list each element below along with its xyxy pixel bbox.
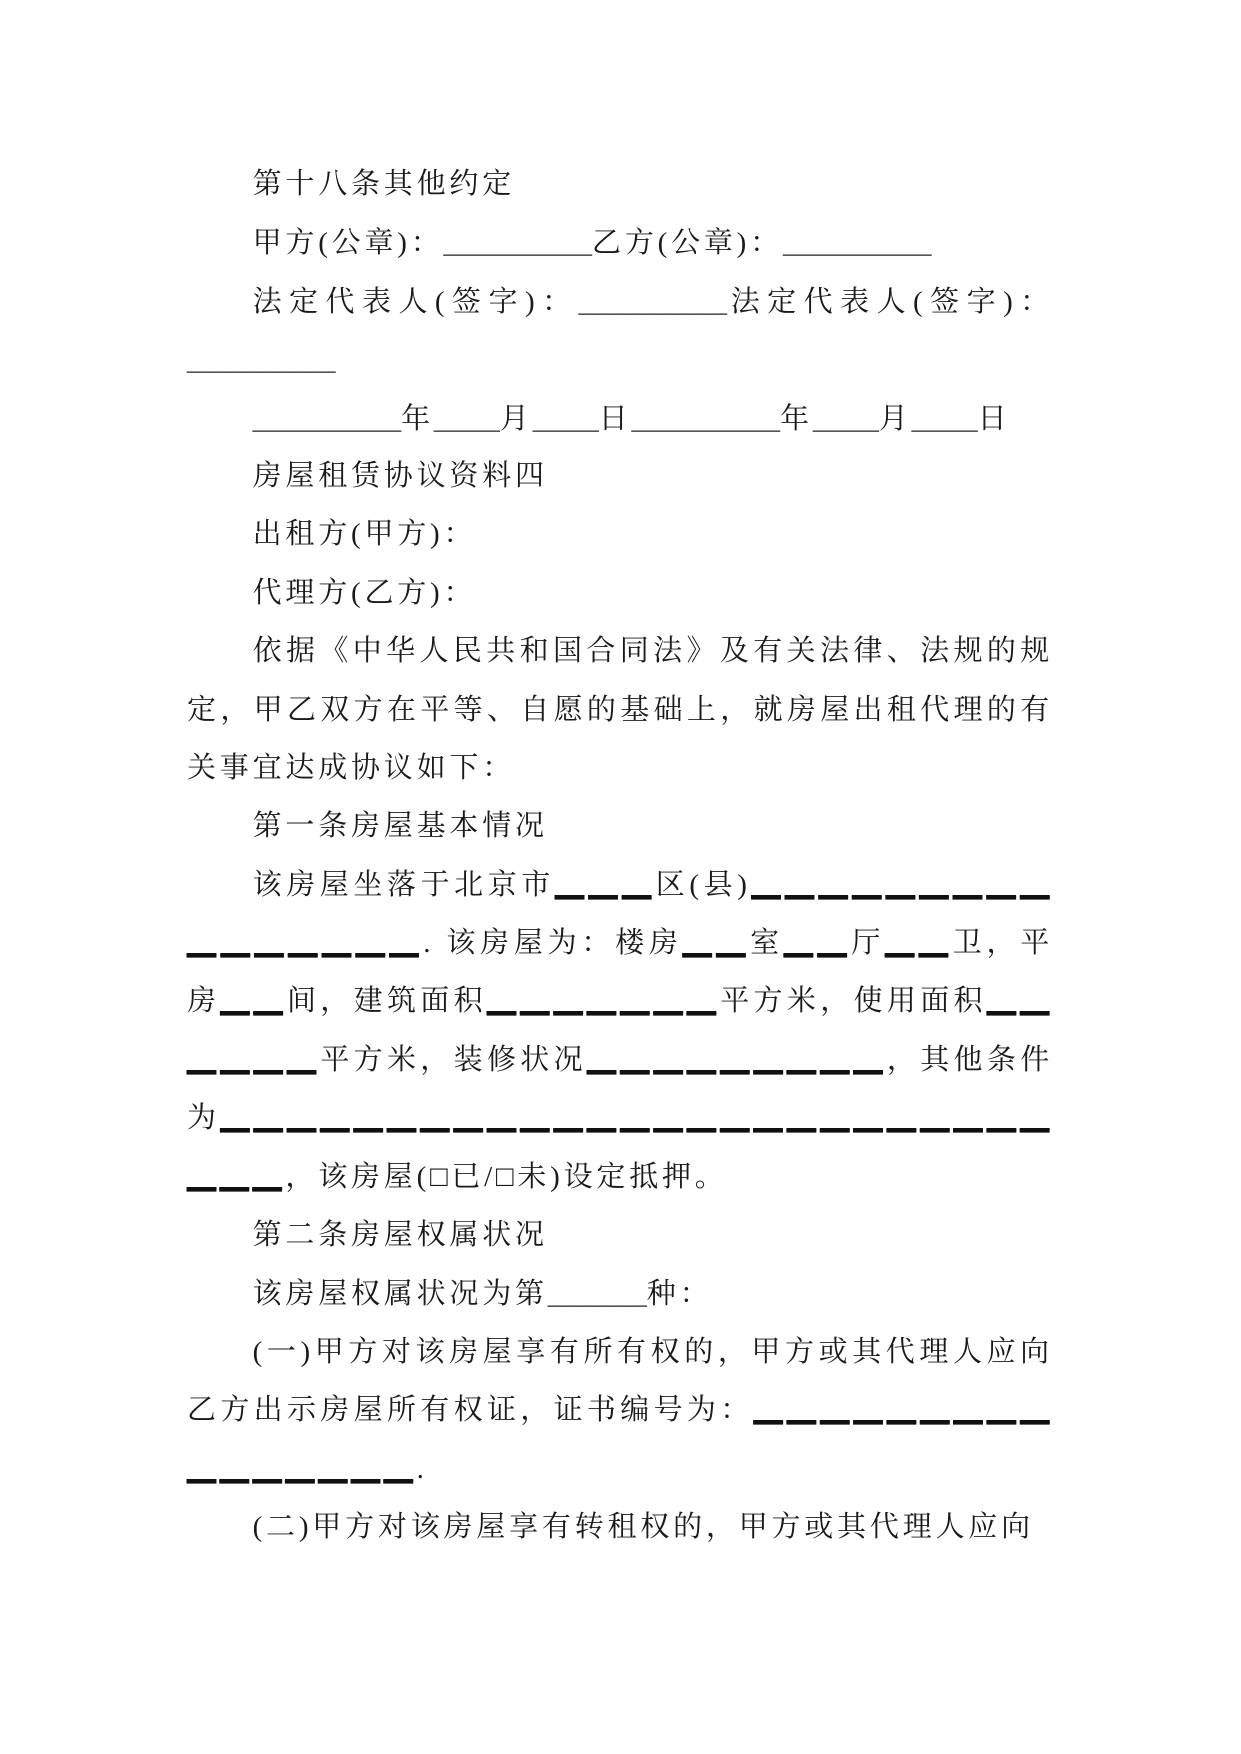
text-line: ＿＿＿＿＿＿＿. 该房屋为：楼房＿＿室＿＿厅＿＿卫，平 (187, 927, 1053, 960)
fill-in-blank: ____ (532, 399, 599, 436)
text-line: 为＿＿＿＿＿＿＿＿＿＿＿＿＿＿＿＿＿＿＿＿＿＿＿＿＿ (187, 1102, 1053, 1135)
fill-in-blank: _________ (631, 399, 781, 436)
text-line: (二)甲方对该房屋享有转租权的，甲方或其代理人应向 (252, 1510, 1034, 1543)
text-line: 出租方(甲方)： (252, 518, 477, 551)
clause-2-heading (187, 1206, 1053, 1264)
fill-in-blank: ＿＿＿ (554, 868, 656, 901)
fill-in-blank: ____ (911, 399, 978, 436)
text-line: 该房屋权属状况为第______种： (252, 1275, 713, 1312)
clause-1-body (187, 856, 1053, 1206)
ownership-option-2 (187, 1498, 1053, 1556)
fill-in-blank: ＿＿ (885, 927, 953, 960)
fill-in-blank: ____ (812, 399, 879, 436)
clause-18-heading (187, 155, 1053, 213)
text-line: ＿＿＿＿＿＿＿. (187, 1452, 428, 1485)
fill-in-blank: ＿＿＿＿＿＿＿ (187, 1452, 417, 1485)
text-line: 房屋租赁协议资料四 (252, 459, 548, 492)
text-line: ＿＿＿，该房屋(□已/□未)设定抵押。 (187, 1160, 728, 1193)
text-line: 法定代表人(签字)：_________法定代表人(签字)： (252, 282, 1053, 319)
text-line: 第十八条其他约定 (252, 168, 515, 200)
fill-in-blank: ＿＿＿＿＿＿＿＿＿ (753, 1394, 1053, 1427)
agreement-title (187, 447, 1053, 505)
text-line: 定，甲乙双方在平等、自愿的基础上，就房屋出租代理的有 (187, 693, 1053, 726)
text-line: 第二条房屋权属状况 (252, 1219, 548, 1252)
fill-in-blank: ＿＿＿＿＿＿＿＿＿＿＿＿＿＿＿＿＿＿＿＿＿＿＿＿＿ (220, 1102, 1053, 1135)
fill-in-blank: ＿＿ (682, 927, 751, 960)
legal-representative-signature-line (187, 272, 1053, 389)
text-line: 依据《中华人民共和国合同法》及有关法律、法规的规 (252, 635, 1053, 668)
text-line: 该房屋坐落于北京市＿＿＿区(县)＿＿＿＿＿＿＿＿＿ (252, 868, 1054, 901)
fill-in-blank: ＿＿ (986, 985, 1053, 1018)
fill-in-blank: _________ (782, 224, 932, 261)
fill-in-blank: _________ (252, 399, 402, 436)
fill-in-blank: _________ (443, 224, 593, 261)
text-line (187, 330, 1053, 388)
clause-1-heading (187, 797, 1053, 855)
fill-in-blank: ____ (433, 399, 500, 436)
agent-party-line (187, 564, 1053, 622)
fill-in-blank: ＿＿＿ (187, 1160, 286, 1193)
fill-in-blank: ______ (547, 1275, 647, 1312)
text-line: _________年____月____日_________年____月____日 (252, 399, 1011, 436)
party-seal-line (187, 213, 1053, 271)
text-line: 乙方出示房屋所有权证，证书编号为：＿＿＿＿＿＿＿＿＿ (187, 1394, 1053, 1427)
text-line: (一)甲方对该房屋享有所有权的，甲方或其代理人应向 (252, 1335, 1053, 1368)
fill-in-blank: ＿＿＿＿＿＿＿ (486, 985, 721, 1018)
text-line: 房＿＿间，建筑面积＿＿＿＿＿＿＿平方米，使用面积＿＿ (187, 985, 1053, 1018)
text-line: 甲方(公章)：_________乙方(公章)：_________ (252, 224, 932, 261)
text-line: 代理方(乙方)： (252, 576, 477, 609)
lessor-party-line (187, 505, 1053, 563)
ownership-option-1 (187, 1323, 1053, 1498)
ownership-type-line (187, 1264, 1053, 1322)
text-line: 第一条房屋基本情况 (252, 810, 548, 843)
fill-in-blank: _________ (578, 282, 728, 319)
fill-in-blank: ＿＿＿＿＿＿＿ (187, 927, 424, 960)
text-line: ＿＿＿＿平方米，装修状况＿＿＿＿＿＿＿＿＿，其他条件 (187, 1043, 1053, 1076)
fill-in-blank: ＿＿＿＿＿＿＿＿＿ (586, 1043, 887, 1076)
document-body (187, 155, 1053, 1556)
preamble-paragraph (187, 622, 1053, 797)
signing-date-line (187, 389, 1053, 447)
fill-in-blank: ＿＿＿＿＿＿＿＿＿ (750, 868, 1054, 901)
fill-in-blank: ＿＿ (220, 985, 287, 1018)
text-line: 关事宜达成协议如下： (187, 751, 516, 784)
fill-in-blank: ＿＿ (783, 927, 852, 960)
fill-in-blank: _________ (187, 341, 336, 378)
fill-in-blank: ＿＿＿＿ (187, 1043, 321, 1076)
